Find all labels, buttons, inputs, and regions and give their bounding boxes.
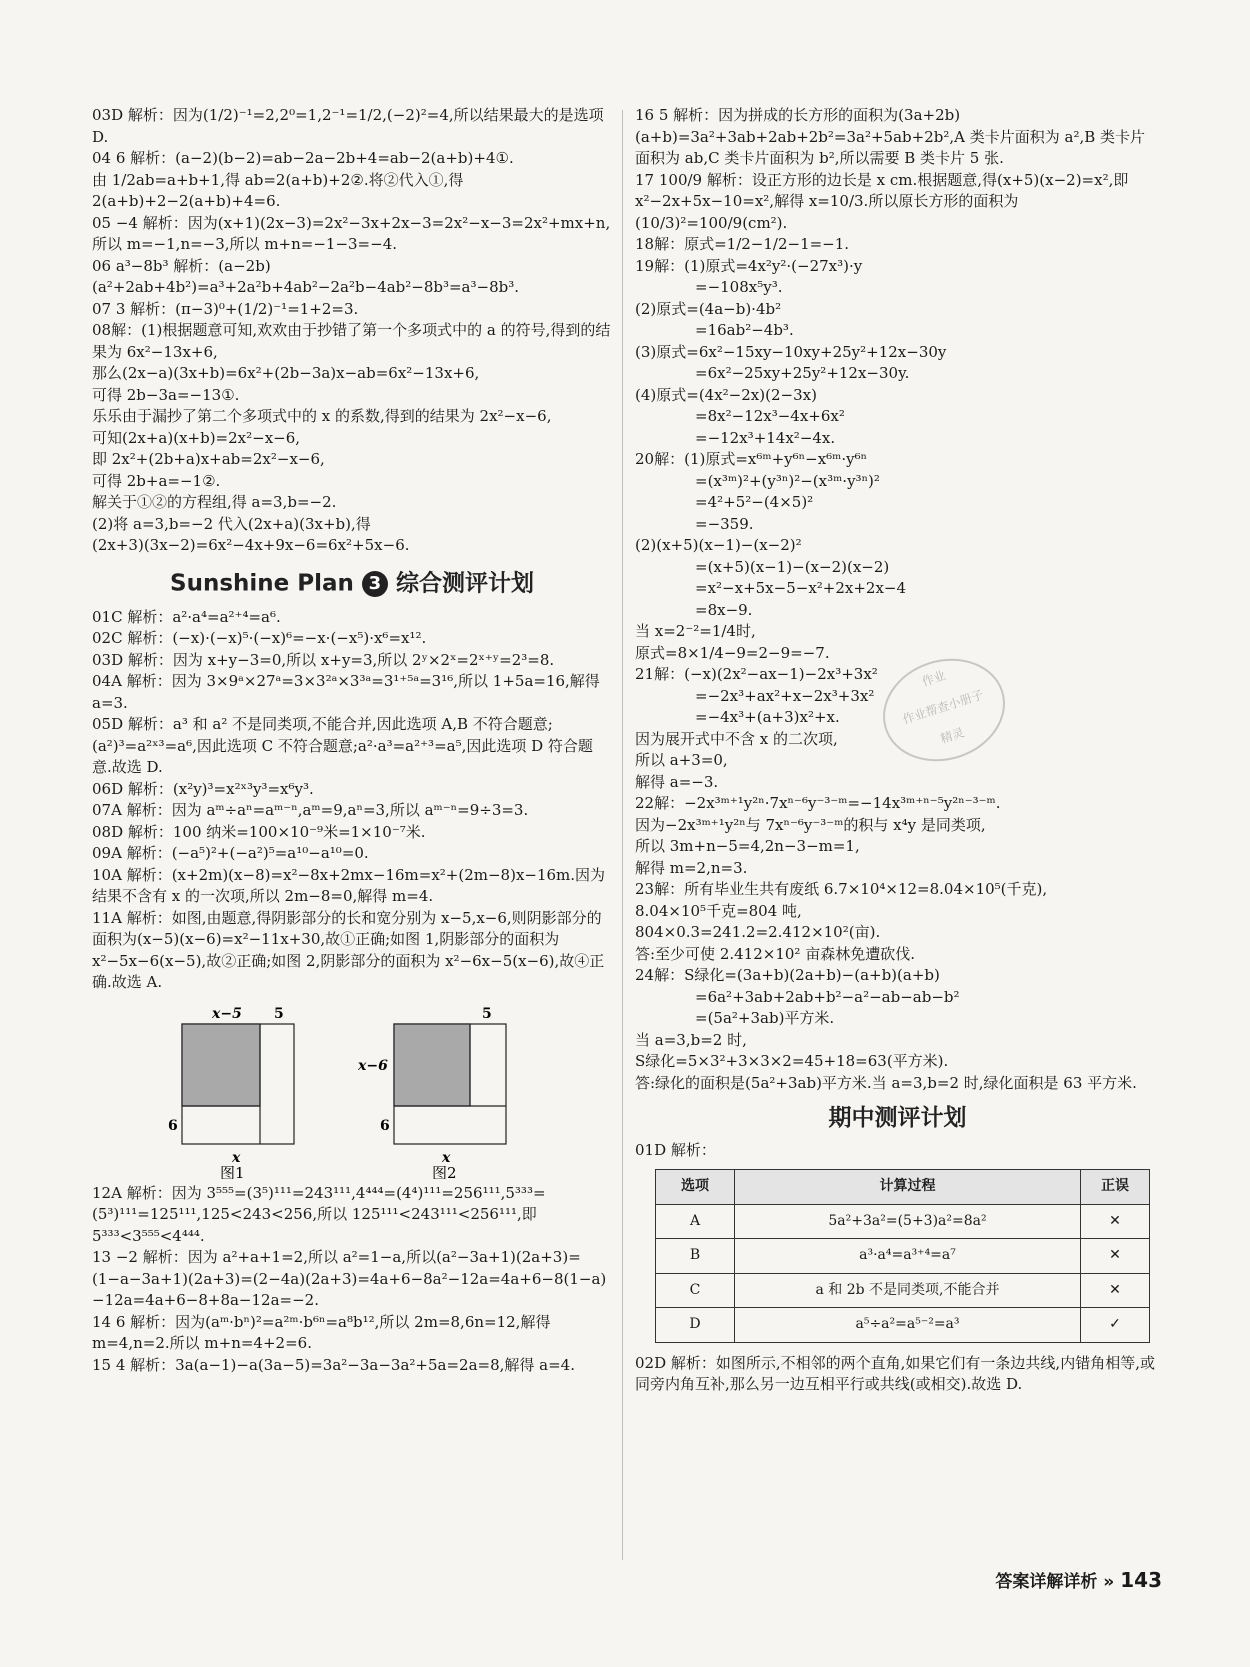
- text-line: 17 100/9 解析：设正方形的边长是 x cm.根据题意,得(x+5)(x−2)=x²,即 x²−2x+5x−10=x²,解得 x=10/3.所以原长方形的面积为(10/3)²=100/9(cm²).: [635, 170, 1129, 232]
- text-line: 24解：S绿化=(3a+b)(2a+b)−(a+b)(a+b): [635, 966, 940, 984]
- text-line: 即 2x²+(2b+a)x+ab=2x²−x−6,: [92, 450, 325, 468]
- text-line: 答:绿化的面积是(5a²+3ab)平方米.当 a=3,b=2 时,绿化面积是 63 平方米.: [635, 1073, 1137, 1092]
- text-line: 14 6 解析：因为(aᵐ·bⁿ)²=a²ᵐ·b⁶ⁿ=a⁸b¹²,所以 2m=8,6n=12,解得 m=4,n=2.所以 m+n=4+2=6.: [92, 1312, 551, 1352]
- left-column: [92, 105, 612, 1376]
- text-line: 可知(2x+a)(x+b)=2x²−x−6,: [92, 428, 301, 447]
- section-number-badge: 3: [362, 571, 388, 597]
- text-line: 02C 解析：(−x)·(−x)⁵·(−x)⁶=−x·(−x⁵)·x⁶=x¹².: [92, 629, 427, 647]
- footer-label: 答案详解详析 »: [995, 1572, 1115, 1592]
- text-line: 所以 3m+n−5=4,2n−3−m=1,: [635, 837, 860, 855]
- table-cell: A: [656, 1204, 735, 1239]
- table-header: 选项: [656, 1170, 735, 1205]
- text-line: =−359.: [695, 514, 754, 533]
- text-line: (2x+3)(3x−2)=6x²−4x+9x−6=6x²+5x−6.: [92, 536, 410, 554]
- text-line: 22解：−2x³ᵐ⁺¹y²ⁿ·7xⁿ⁻⁶y⁻³⁻ᵐ=−14x³ᵐ⁺ⁿ⁻⁵y²ⁿ⁻³⁻ᵐ.: [635, 794, 1001, 812]
- text-line: =x²−x+5x−5−x²+2x+2x−4: [695, 579, 907, 597]
- answer-table: [655, 1169, 1150, 1343]
- text-line: 当 x=2⁻²=1/4时,: [635, 622, 756, 640]
- text-line: 11A 解析：如图,由题意,得阴影部分的长和宽分别为 x−5,x−6,则阴影部分的面积为(x−5)(x−6)=x²−11x+30,故①正确;如图 1,阴影部分的面积为 x²−5x−6(x−5),故②正确;如图 2,阴影部分的面积为 x²−6x−5(x−6),故④正确.故选 A.: [92, 908, 605, 991]
- fig2-left-top-label: x−6: [358, 1057, 388, 1074]
- stamp-line-1: 作业: [920, 668, 948, 689]
- right-top-block: [635, 105, 1160, 1094]
- text-line: 因为−2x³ᵐ⁺¹y²ⁿ与 7xⁿ⁻⁶y⁻³⁻ᵐ的积与 x⁴y 是同类项,: [635, 815, 986, 834]
- column-divider: [622, 110, 623, 1560]
- figure-1: [168, 1006, 294, 1179]
- left-mid-block: [92, 607, 612, 994]
- text-line: 19解：(1)原式=4x²y²·(−27x³)·y: [635, 256, 863, 275]
- text-line: 原式=8×1/4−9=2−9=−7.: [635, 643, 830, 662]
- table-header: 正误: [1081, 1170, 1150, 1205]
- table-cell: C: [656, 1273, 735, 1308]
- text-line: 解得 m=2,n=3.: [635, 858, 748, 877]
- q02-text: 02D 解析：如图所示,不相邻的两个直角,如果它们有一条边共线,内错角相等,或同旁内角互补,那么另一边互相平行或共线(或相交).故选 D.: [635, 1353, 1155, 1393]
- text-line: 那么(2x−a)(3x+b)=6x²+(2b−3a)x−ab=6x²−13x+6,: [92, 364, 480, 382]
- text-line: 乐乐由于漏抄了第二个多项式中的 x 的系数,得到的结果为 2x²−x−6,: [92, 407, 552, 425]
- text-line: 03D 解析：因为 x+y−3=0,所以 x+y=3,所以 2ʸ×2ˣ=2ˣ⁺ʸ=2³=8.: [92, 650, 555, 669]
- table-row: [656, 1308, 1150, 1343]
- text-line: =(x+5)(x−1)−(x−2)(x−2): [695, 557, 890, 576]
- fig2-top-label: 5: [482, 1005, 492, 1022]
- text-line: 09A 解析：(−a⁵)²+(−a²)⁵=a¹⁰−a¹⁰=0.: [92, 844, 369, 862]
- stamp-line-3: 精灵: [938, 725, 966, 747]
- text-line: 20解：(1)原式=x⁶ᵐ+y⁶ⁿ−x⁶ᵐ·y⁶ⁿ: [635, 450, 868, 468]
- fig1-right-label: 5: [274, 1005, 284, 1022]
- text-line: 05 −4 解析：因为(x+1)(2x−3)=2x²−3x+2x−3=2x²−x−3=2x²+mx+n,所以 m=−1,n=−3,所以 m+n=−1−3=−4.: [92, 213, 611, 253]
- text-line: 07A 解析：因为 aᵐ÷aⁿ=aᵐ⁻ⁿ,aᵐ=9,aⁿ=3,所以 aᵐ⁻ⁿ=9÷3=3.: [92, 801, 529, 819]
- text-line: 07 3 解析：(π−3)⁰+(1/2)⁻¹=1+2=3.: [92, 299, 359, 318]
- text-line: =8x−9.: [695, 600, 753, 619]
- table-row: [656, 1239, 1150, 1274]
- figures-area: [92, 1004, 612, 1179]
- table-cell: ✓: [1081, 1308, 1150, 1343]
- text-line: 解关于①②的方程组,得 a=3,b=−2.: [92, 493, 337, 511]
- text-line: =4²+5²−(4×5)²: [695, 493, 814, 511]
- text-line: =−2x³+ax²+x−2x³+3x²: [695, 686, 875, 705]
- left-bottom-block: [92, 1183, 612, 1377]
- fig1-bottom-label: x: [232, 1149, 241, 1166]
- midterm-title: 期中测评计划: [828, 1105, 967, 1131]
- figures-svg: [92, 1004, 612, 1179]
- table-cell: ✕: [1081, 1204, 1150, 1239]
- text-line: 04 6 解析：(a−2)(b−2)=ab−2a−2b+4=ab−2(a+b)+4①.: [92, 149, 514, 167]
- text-line: (2)将 a=3,b=−2 代入(2x+a)(3x+b),得: [92, 514, 371, 533]
- text-line: 当 a=3,b=2 时,: [635, 1030, 747, 1049]
- q01-label: 01D 解析：: [635, 1140, 716, 1159]
- table-cell: B: [656, 1239, 735, 1274]
- section-header-sunshine-plan: [92, 571, 612, 597]
- table-cell: a⁵÷a²=a⁵⁻²=a³: [735, 1308, 1081, 1343]
- fig1-top-label: x−5: [212, 1005, 242, 1022]
- text-line: 解得 a=−3.: [635, 772, 719, 791]
- text-line: 21解：(−x)(2x²−ax−1)−2x³+3x²: [635, 665, 878, 683]
- text-line: =16ab²−4b³.: [695, 321, 794, 339]
- text-line: 可得 2b−3a=−13①.: [92, 385, 240, 404]
- table-cell: 5a²+3a²=(5+3)a²=8a²: [735, 1204, 1081, 1239]
- text-line: 因为展开式中不含 x 的二次项,: [635, 729, 838, 748]
- table-cell: D: [656, 1308, 735, 1343]
- section-header-midterm: [635, 1105, 1160, 1131]
- fig2-shaded-rect: [394, 1024, 470, 1106]
- fig2-caption: 图2: [432, 1163, 457, 1179]
- text-line: (2)原式=(4a−b)·4b²: [635, 299, 782, 318]
- text-line: 01C 解析：a²·a⁴=a²⁺⁴=a⁶.: [92, 607, 281, 626]
- text-line: (3)原式=6x²−15xy−10xy+25y²+12x−30y: [635, 342, 947, 361]
- table-header-row: [656, 1170, 1150, 1205]
- fig1-caption: 图1: [220, 1163, 245, 1179]
- figure-2: [357, 1006, 506, 1179]
- text-line: S绿化=5×3²+3×3×2=45+18=63(平方米).: [635, 1052, 949, 1070]
- text-line: 15 4 解析：3a(a−1)−a(3a−5)=3a²−3a−3a²+5a=2a=8,解得 a=4.: [92, 1355, 575, 1374]
- text-line: =6x²−25xy+25y²+12x−30y.: [695, 364, 910, 382]
- page-footer: [995, 1567, 1162, 1592]
- text-line: =−108x⁵y³.: [695, 278, 783, 296]
- text-line: 可得 2b+a=−1②.: [92, 471, 221, 490]
- text-line: =(5a²+3ab)平方米.: [695, 1009, 835, 1027]
- fig2-bottom-label: x: [442, 1149, 451, 1166]
- table-cell: a³·a⁴=a³⁺⁴=a⁷: [735, 1239, 1081, 1274]
- text-line: 08D 解析：100 纳米=100×10⁻⁹米=1×10⁻⁷米.: [92, 822, 426, 841]
- text-line: 06D 解析：(x²y)³=x²ˣ³y³=x⁶y³.: [92, 779, 314, 798]
- text-line: 12A 解析：因为 3⁵⁵⁵=(3⁵)¹¹¹=243¹¹¹,4⁴⁴⁴=(4⁴)¹¹¹=256¹¹¹,5³³³=(5³)¹¹¹=125¹¹¹,125<243<256,所以 125¹¹¹<243¹¹¹<256¹¹¹,即 5³³³<3⁵⁵⁵<4⁴⁴⁴.: [92, 1183, 546, 1245]
- stamp-line-2: 作业帮查小册子: [900, 687, 986, 727]
- table-header: 计算过程: [735, 1170, 1081, 1205]
- text-line: 由 1/2ab=a+b+1,得 ab=2(a+b)+2②.将②代入①,得 2(a+b)+2−2(a+b)+4=6.: [92, 170, 464, 210]
- section-title-en: Sunshine Plan: [170, 570, 354, 596]
- text-line: 答:至少可使 2.412×10² 亩森林免遭砍伐.: [635, 944, 915, 963]
- left-top-block: [92, 105, 612, 557]
- text-line: 18解：原式=1/2−1/2−1=−1.: [635, 235, 850, 253]
- text-line: 8.04×10⁵千克=804 吨,: [635, 901, 802, 920]
- text-line: 23解：所有毕业生共有废纸 6.7×10⁴×12=8.04×10⁵(千克),: [635, 880, 1048, 898]
- fig1-shaded-rect: [182, 1024, 260, 1106]
- table-row: [656, 1273, 1150, 1308]
- text-line: 16 5 解析：因为拼成的长方形的面积为(3a+2b)(a+b)=3a²+3ab+2ab+2b²=3a²+5ab+2b²,A 类卡片面积为 a²,B 类卡片面积为 ab,C 类卡片面积为 b²,所以需要 B 类卡片 5 张.: [635, 106, 1146, 167]
- table-row: [656, 1204, 1150, 1239]
- text-line: (2)(x+5)(x−1)−(x−2)²: [635, 536, 802, 554]
- text-line: 804×0.3=241.2=2.412×10²(亩).: [635, 923, 881, 941]
- page-number: 143: [1120, 1568, 1162, 1592]
- text-line: 所以 a+3=0,: [635, 751, 728, 769]
- table-cell: a 和 2b 不是同类项,不能合并: [735, 1273, 1081, 1308]
- text-line: 05D 解析：a³ 和 a² 不是同类项,不能合并,因此选项 A,B 不符合题意;(a²)³=a²ˣ³=a⁶,因此选项 C 不符合题意;a²·a³=a²⁺³=a⁵,因此选项 D 符合题意.故选 D.: [92, 715, 593, 776]
- fig2-left-label: 6: [380, 1117, 390, 1134]
- text-line: (4)原式=(4x²−2x)(2−3x): [635, 385, 817, 404]
- section-title-cn: 综合测评计划: [395, 570, 534, 596]
- text-line: 10A 解析：(x+2m)(x−8)=x²−8x+2mx−16m=x²+(2m−8)x−16m.因为结果不含有 x 的一次项,所以 2m−8=0,解得 m=4.: [92, 865, 606, 905]
- text-line: =8x²−12x³−4x+6x²: [695, 407, 845, 425]
- text-line: 13 −2 解析：因为 a²+a+1=2,所以 a²=1−a,所以(a²−3a+1)(2a+3)=(1−a−3a+1)(2a+3)=(2−4a)(2a+3)=4a+6−8a²−12a=4a+6−8(1−a)−12a=4a+6−8+8a−12a=−2.: [92, 1248, 607, 1309]
- text-line: 04A 解析：因为 3×9ᵃ×27ᵃ=3×3²ᵃ×3³ᵃ=3¹⁺⁵ᵃ=3¹⁶,所以 1+5a=16,解得 a=3.: [92, 672, 600, 712]
- fig1-left-label: 6: [168, 1117, 178, 1134]
- text-line: =−4x³+(a+3)x²+x.: [695, 708, 840, 726]
- text-line: 03D 解析：因为(1/2)⁻¹=2,2⁰=1,2⁻¹=1/2,(−2)²=4,所以结果最大的是选项 D.: [92, 106, 604, 146]
- table-cell: ✕: [1081, 1239, 1150, 1274]
- text-line: =−12x³+14x²−4x.: [695, 428, 836, 447]
- table-cell: ✕: [1081, 1273, 1150, 1308]
- text-line: 08解：(1)根据题意可知,欢欢由于抄错了第一个多项式中的 a 的符号,得到的结果为 6x²−13x+6,: [92, 321, 611, 361]
- text-line: =(x³ᵐ)²+(y³ⁿ)²−(x³ᵐ·y³ⁿ)²: [695, 471, 880, 490]
- text-line: =6a²+3ab+2ab+b²−a²−ab−ab−b²: [695, 987, 960, 1006]
- text-line: 06 a³−8b³ 解析：(a−2b)(a²+2ab+4b²)=a³+2a²b+4ab²−2a²b−4ab²−8b³=a³−8b³.: [92, 256, 519, 296]
